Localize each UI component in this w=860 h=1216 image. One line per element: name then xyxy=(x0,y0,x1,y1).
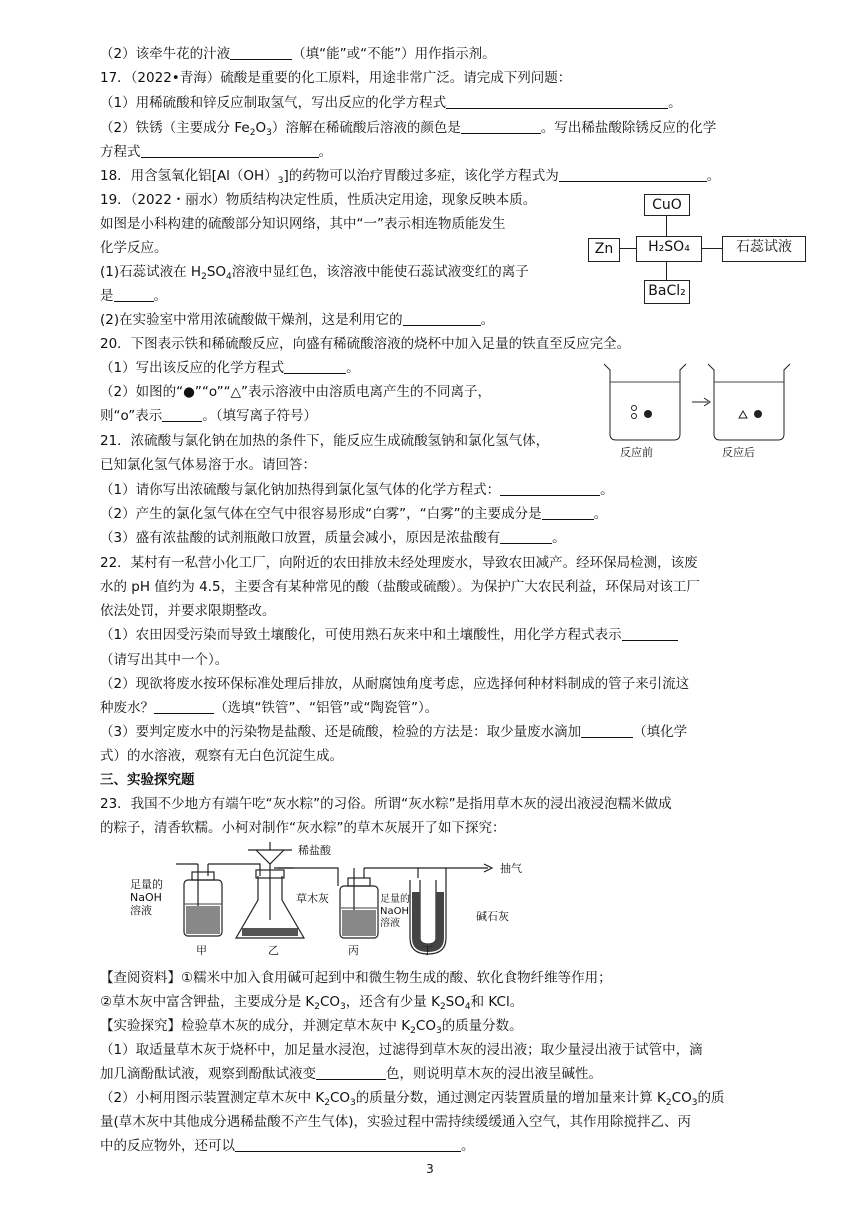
beaker-after xyxy=(708,364,790,440)
q22-part2-cont: 种废水？ （选填“铁管”、“铝管”或“陶瓷管”）。 xyxy=(100,700,439,716)
q17-part2-cont: 方程式 。 xyxy=(100,144,332,160)
label-naoh-right: 足量的 NaOH 溶液 xyxy=(380,894,410,929)
ion-dot-before xyxy=(644,410,652,418)
q17-part1: （1）用稀硫酸和锌反应制取氢气，写出反应的化学方程式 。 xyxy=(100,95,682,111)
network-center-h2so4: H₂SO₄ xyxy=(636,236,702,262)
q21-stem: 21．浓硫酸与氯化钠在加热的条件下，能反应生成硫酸氢钠和氯化氢气体， xyxy=(100,433,550,449)
q21-part3: （3）盛有浓盐酸的试剂瓶敞口放置，质量会减小，原因是浓盐酸有 。 xyxy=(100,530,566,546)
label-acid: 稀盐酸 xyxy=(298,844,331,857)
network-link-top xyxy=(666,215,667,236)
network-top-cuo: CuO xyxy=(644,194,690,216)
q23-materials2: ②草木灰中富含钾盐，主要成分是 $K_2CO_3$，还含有少量 $K_2SO_4$和 KCl。 xyxy=(100,994,524,1012)
q22-stem2: 水的 pH 值约为 4.5，主要含有某种常见的酸（盐酸或硫酸）。为保护广大农民利益，环保局对该工厂 xyxy=(100,579,700,595)
q22-part3: （3）要判定废水中的污染物是盐酸、还是硫酸，检验的方法是：取少量废水滴加 （填化学 xyxy=(100,724,688,740)
network-bottom-bacl2: BaCl₂ xyxy=(644,280,690,304)
q23-part1-cont: 加几滴酚酞试液，观察到酚酞试液变 色，则说明草木灰的浸出液呈碱性。 xyxy=(100,1066,602,1082)
q19-part1: (1)石蕊试液在 $H_2SO_4$溶液中显红色，该溶液中能使石蕊试液变红的离子 xyxy=(100,264,529,282)
ion-dot-after xyxy=(754,410,762,418)
network-right-litmus: 石蕊试液 xyxy=(722,236,806,262)
q22-part1: （1）农田因受污染而导致土壤酸化，可使用熟石灰来中和土壤酸性，用化学方程式表示 xyxy=(100,625,678,645)
network-link-left xyxy=(619,248,636,249)
q20-part2-cont: 则“o”表示 。（填写离子符号） xyxy=(100,408,318,424)
q23-materials1: 【查阅资料】①糯米中加入食用碱可起到中和微生物生成的酸、软化食物纤维等作用； xyxy=(100,970,612,986)
label-ash: 草木灰 xyxy=(296,892,329,905)
q21-part2: （2）产生的氯化氢气体在空气中很容易形成“白雾”，“白雾”的主要成分是 。 xyxy=(100,506,608,522)
ion-triangle xyxy=(739,411,747,418)
q19-part1-cont: 是 。 xyxy=(100,288,167,304)
q19-part2: (2)在实验室中常用浓硫酸做干燥剂，这是利用它的 。 xyxy=(100,312,495,328)
q19-stem: 19．（2022・丽水）物质结构决定性质，性质决定用途，现象反映本质。 xyxy=(100,192,537,208)
label-pump: 抽气 xyxy=(500,862,522,875)
label-ding: 丁 xyxy=(422,944,433,957)
beaker-label-after: 反应后 xyxy=(722,446,755,459)
ion-o-1 xyxy=(632,406,637,411)
q21-part1: （1）请你写出浓硫酸与氯化钠加热得到氯化氢气体的化学方程式： 。 xyxy=(100,482,614,498)
q23-experiment: 【实验探究】检验草木灰的成分，并测定草木灰中 $K_2CO_3$的质量分数。 xyxy=(100,1018,523,1036)
beaker-label-before: 反应前 xyxy=(620,446,653,459)
q23-stem: 23．我国不少地方有端午吃“灰水粽”的习俗。所谓“灰水粽”是指用草木灰的浸出液浸泡糯米做成 xyxy=(100,796,672,812)
network-link-right xyxy=(701,248,722,249)
q16-part2: （2）该牵牛花的汁液 （填“能”或“不能”）用作指示剂。 xyxy=(100,46,496,62)
q22-stem3: 依法处罚，并要求限期整改。 xyxy=(100,603,276,619)
q23-part2-cont: 量(草木灰中其他成分遇稀盐酸不产生气体)，实验过程中需持续缓缓通入空气，其作用除搅拌乙、丙 xyxy=(100,1114,692,1130)
q23-part2: （2）小柯用图示装置测定草木灰中 $K_2CO_3$的质量分数，通过测定丙装置质量的增加量来计算 $K_2CO_3$的质 xyxy=(100,1090,725,1108)
q20-part2: （2）如图的“●”“o”“△”表示溶液中由溶质电离产生的不同离子， xyxy=(100,384,491,400)
q22-stem: 22．某村有一私营小化工厂，向附近的农田排放未经处理废水，导致农田减产。经环保局检测，该废 xyxy=(100,555,698,571)
q19-stem2: 如图是小科构建的硫酸部分知识网络，其中“一”表示相连物质能发生 xyxy=(100,216,506,232)
q23-part2-cont2: 中的反应物外，还可以 。 xyxy=(100,1138,475,1154)
label-naoh-left: 足量的 NaOH 溶液 xyxy=(130,878,163,917)
q23-part1: （1）取适量草木灰于烧杯中，加足量水浸泡，过滤得到草木灰的浸出液；取少量浸出液于试管中，滴 xyxy=(100,1042,703,1058)
q19-stem3: 化学反应。 xyxy=(100,240,168,256)
label-bing: 丙 xyxy=(348,944,359,957)
q23-stem2: 的粽子，清香软糯。小柯对制作“灰水粽”的草木灰展开了如下探究： xyxy=(100,820,506,836)
q17-part2: （2）铁锈（主要成分 $Fe_2O_3$）溶解在稀硫酸后溶液的颜色是 。写出稀盐酸除锈反应的化学 xyxy=(100,120,717,138)
label-lime: 碱石灰 xyxy=(476,910,509,923)
q21-stem2: 已知氯化氢气体易溶于水。请回答： xyxy=(100,457,316,473)
section-heading-experiment: 三、实验探究题 xyxy=(100,772,195,788)
q20-part1: （1）写出该反应的化学方程式 。 xyxy=(100,360,360,376)
q22-part1-cont: （请写出其中一个）。 xyxy=(100,652,229,668)
q22-part2: （2）现欲将废水按环保标准处理后排放，从耐腐蚀角度考虑，应选择何种材料制成的管子来引流这 xyxy=(100,676,690,692)
page-number: 3 xyxy=(426,1162,434,1176)
network-left-zn: Zn xyxy=(588,238,620,262)
q22-part3-cont: 式）的水溶液，观察有无白色沉淀生成。 xyxy=(100,748,343,764)
network-link-bottom xyxy=(666,261,667,280)
q17-stem: 17．（2022•青海）硫酸是重要的化工原料，用途非常广泛。请完成下列问题： xyxy=(100,70,572,86)
q18: 18．用含氢氧化铝$[Al(OH)_3]$的药物可以治疗胃酸过多症，该化学方程式为 。 xyxy=(100,168,721,186)
ion-o-2 xyxy=(632,414,637,419)
label-yi: 乙 xyxy=(268,944,279,957)
q20-stem: 20．下图表示铁和稀硫酸反应，向盛有稀硫酸溶液的烧杯中加入足量的铁直至反应完全。 xyxy=(100,336,631,352)
label-jia: 甲 xyxy=(196,944,207,957)
beaker-before xyxy=(604,364,686,440)
